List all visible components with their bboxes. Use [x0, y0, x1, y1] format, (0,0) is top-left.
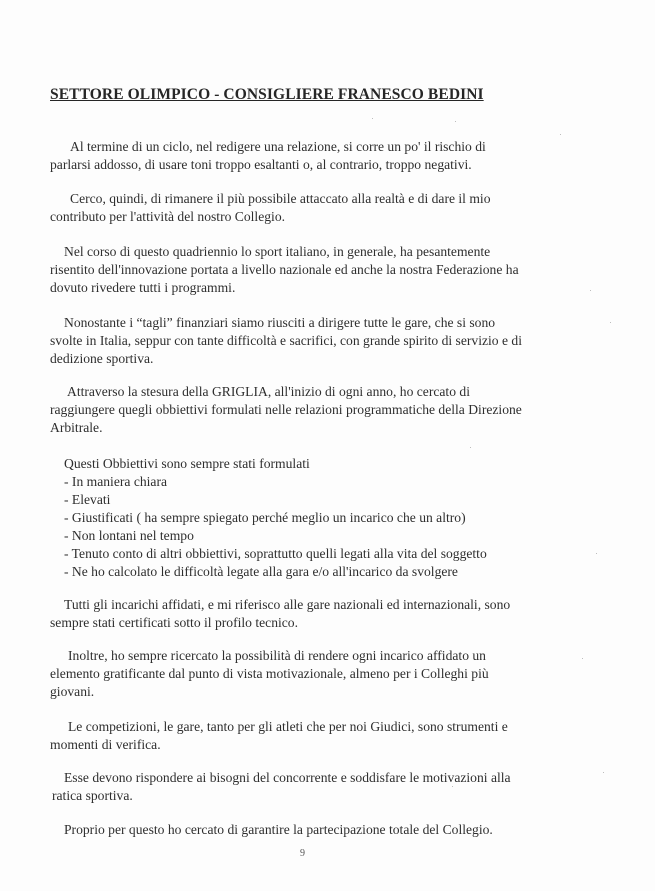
paragraph-line: Cerco, quindi, di rimanere il più possibile attaccato alla realtà e di dare il mio — [70, 191, 491, 206]
paragraph-line: svolte in Italia, seppur con tante difficoltà e sacrifici, con grande spirito di servizio e di — [50, 333, 522, 348]
paragraph-line: giovani. — [50, 684, 95, 699]
paragraph-line: Esse devono rispondere ai bisogni del concorrente e soddisfare le motivazioni alla — [64, 770, 511, 785]
paragraph-line: ratica sportiva. — [52, 788, 133, 803]
scan-speck — [610, 322, 611, 323]
document-title: SETTORE OLIMPICO - CONSIGLIERE FRANESCO BEDINI — [50, 86, 484, 103]
paragraph-9 — [50, 718, 508, 754]
scan-speck — [603, 772, 604, 773]
paragraph-line: dovuto rivedere tutti i programmi. — [50, 280, 236, 295]
list-item: - Elevati — [64, 492, 111, 507]
scan-speck — [590, 290, 591, 291]
page-number: 9 — [300, 848, 305, 859]
paragraph-4 — [50, 314, 522, 368]
paragraph-line: parlarsi addosso, di usare toni troppo esaltanti o, al contrario, troppo negativi. — [50, 157, 472, 172]
list-item: - Giustificati ( ha sempre spiegato perché meglio un incarico che un altro) — [64, 510, 466, 525]
list-item: - Non lontani nel tempo — [64, 528, 194, 543]
objectives-list — [64, 473, 487, 581]
scan-speck — [372, 118, 373, 119]
paragraph-10 — [50, 769, 511, 805]
scan-speck — [452, 786, 453, 787]
paragraph-line: Arbitrale. — [50, 420, 103, 435]
paragraph-line: sempre stati certificati sotto il profilo tecnico. — [50, 615, 299, 630]
paragraph-line: contributo per l'attività del nostro Collegio. — [50, 209, 286, 224]
paragraph-8 — [50, 647, 489, 701]
paragraph-line: Questi Obbiettivi sono sempre stati formulati — [64, 456, 310, 471]
scan-speck — [596, 553, 597, 554]
paragraph-2 — [50, 190, 491, 226]
scan-speck — [470, 447, 471, 448]
paragraph-line: Nel corso di questo quadriennio lo sport italiano, in generale, ha pesantemente — [64, 244, 491, 259]
list-item: - Tenuto conto di altri obbiettivi, soprattutto quelli legati alla vita del soggetto — [64, 546, 487, 561]
paragraph-line: Le competizioni, le gare, tanto per gli atleti che per noi Giudici, sono strumenti e — [68, 719, 508, 734]
list-intro — [64, 455, 310, 473]
scan-speck — [582, 658, 583, 659]
paragraph-line: Nonostante i “tagli” finanziari siamo riusciti a dirigere tutte le gare, che si sono — [64, 315, 496, 330]
paragraph-line: raggiungere quegli obbiettivi formulati nelle relazioni programmatiche della Direzione — [50, 402, 522, 417]
paragraph-line: dedizione sportiva. — [50, 351, 154, 366]
scan-speck — [455, 121, 456, 122]
paragraph-line: Al termine di un ciclo, nel redigere una relazione, si corre un po' il rischio di — [70, 139, 486, 154]
paragraph-5 — [50, 383, 522, 437]
paragraph-line: Attraverso la stesura della GRIGLIA, all'inizio di ogni anno, ho cercato di — [67, 384, 470, 399]
paragraph-line: Tutti gli incarichi affidati, e mi riferisco alle gare nazionali ed internazionali, sono — [64, 597, 511, 612]
paragraph-1 — [50, 138, 486, 174]
paragraph-line: Proprio per questo ho cercato di garantire la partecipazione totale del Collegio. — [64, 822, 493, 837]
paragraph-line: risentito dell'innovazione portata a livello nazionale ed anche la nostra Federazione ha — [50, 262, 519, 277]
paragraph-line: elemento gratificante dal punto di vista motivazionale, almeno per i Colleghi più — [50, 666, 489, 681]
paragraph-7 — [50, 596, 510, 632]
list-item: - In maniera chiara — [64, 474, 168, 489]
paragraph-line: Inoltre, ho sempre ricercato la possibilità di rendere ogni incarico affidato un — [68, 648, 486, 663]
paragraph-line: momenti di verifica. — [50, 737, 161, 752]
paragraph-11 — [50, 821, 493, 839]
scan-speck — [560, 134, 561, 135]
paragraph-3 — [50, 243, 519, 297]
list-item: - Ne ho calcolato le difficoltà legate alla gara e/o all'incarico da svolgere — [64, 564, 458, 579]
